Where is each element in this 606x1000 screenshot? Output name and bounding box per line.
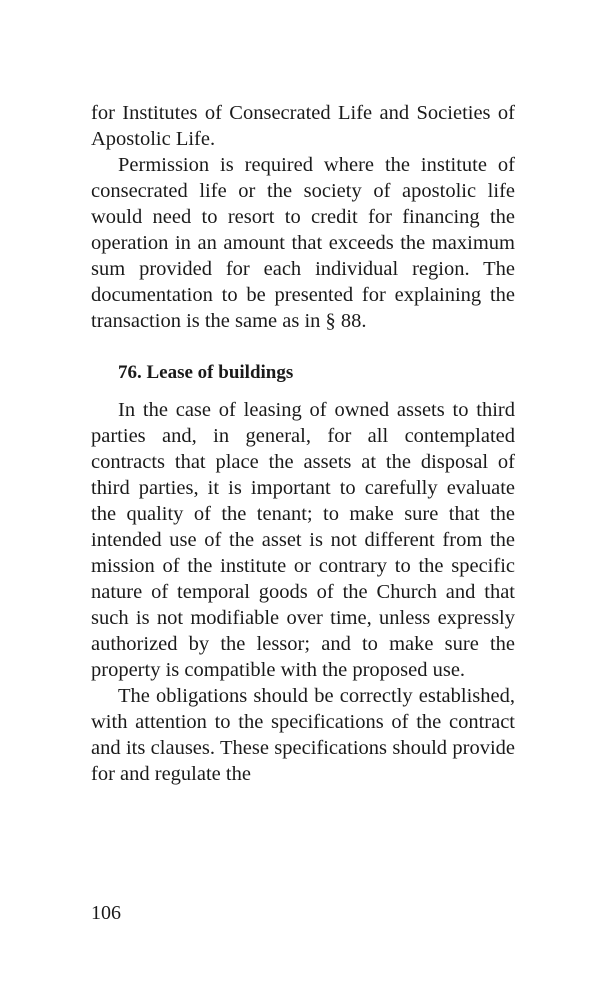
page-text-block: [91, 100, 515, 787]
paragraph-obligations: The obligations should be correctly established, with attention to the specifications of the contract and its clauses. These specifications should provide for and regulate the: [91, 685, 515, 785]
paragraph-continuation: for Institutes of Consecrated Life and Societies of Apostolic Life.: [91, 102, 515, 150]
paragraph-lease-evaluation: In the case of leasing of owned assets to third parties and, in general, for all contemplated contracts that place the assets at the disposal of third parties, it is important to carefully evaluate the quality of the tenant; to make sure that the intended use of the asset is not different from the mission of the institute or contrary to the specific nature of temporal goods of the Church and that such is not modifiable over time, unless expressly authorized by the lessor; and to make sure the property is compatible with the proposed use.: [91, 399, 515, 681]
paragraph-permission: Permission is required where the institute of consecrated life or the society of apostolic life would need to resort to credit for financing the operation in an amount that exceeds the maximum sum provided for each individual region. The documentation to be presented for explaining the transaction is the same as in § 88.: [91, 154, 515, 332]
section-heading: 76. Lease of buildings: [118, 362, 294, 383]
page-number: 106: [91, 902, 121, 924]
